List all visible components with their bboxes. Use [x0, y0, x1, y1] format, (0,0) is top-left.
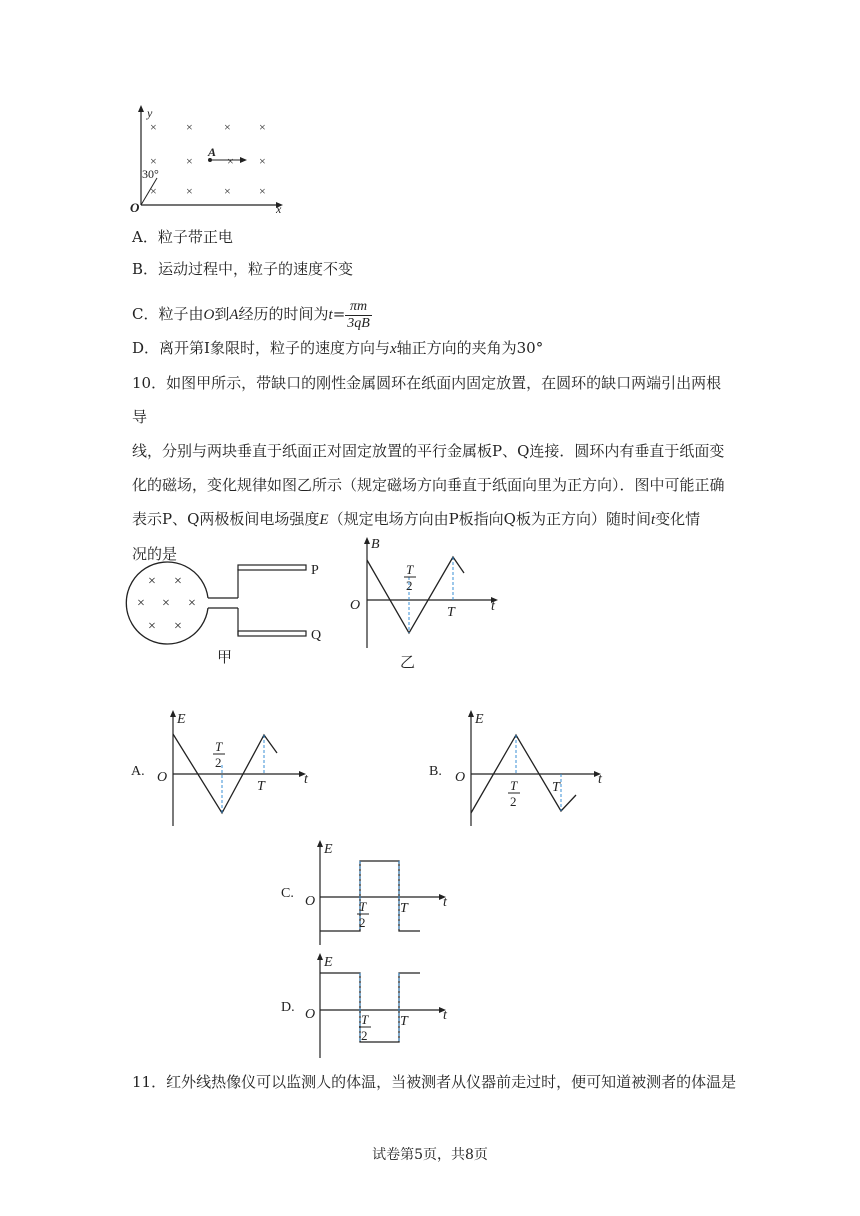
- caption-yi: 乙: [400, 653, 416, 671]
- svg-text:2: 2: [361, 1028, 368, 1043]
- svg-text:2: 2: [406, 578, 413, 593]
- q9-option-b: B．运动过程中，粒子的速度不变: [132, 260, 354, 278]
- point-a-label: A: [208, 145, 217, 159]
- q10-stem: 10．如图甲所示，带缺口的刚性金属圆环在纸面内固定放置，在圆环的缺口两端引出两根导 线，分别与两块垂直于纸面正对固定放置的平行金属板P、Q连接．圆环内有垂直于纸面变 化的磁场，变化规律如图乙所示（规定磁场方向垂直于纸面向里为正方向）．图中可能正确 表示P、Q两极板间电场强度E（规定电场方向由P板指向Q板为正方向）随时间t变化情 况的是: [132, 374, 725, 563]
- svg-text:E: E: [324, 955, 333, 970]
- angle-label: 30°: [142, 167, 159, 181]
- svg-text:×: ×: [148, 574, 156, 589]
- svg-text:×: ×: [137, 596, 145, 611]
- svg-text:T: T: [400, 1014, 408, 1029]
- option-b-label: B.: [429, 764, 442, 779]
- option-d-graph[interactable]: [278, 948, 458, 1063]
- svg-text:T: T: [257, 779, 265, 794]
- svg-text:×: ×: [150, 154, 157, 168]
- svg-text:×: ×: [162, 596, 170, 611]
- q9-option-a: A．粒子带正电: [132, 228, 233, 246]
- svg-text:t: t: [304, 772, 308, 787]
- svg-text:×: ×: [259, 120, 266, 134]
- svg-text:E: E: [324, 842, 333, 857]
- svg-text:T: T: [359, 899, 367, 914]
- option-b-graph[interactable]: [426, 705, 611, 830]
- svg-text:O: O: [455, 770, 466, 785]
- svg-text:×: ×: [259, 184, 266, 198]
- svg-text:t: t: [443, 1008, 447, 1023]
- svg-text:×: ×: [227, 154, 234, 168]
- q9-option-c: C．粒子由O到A经历的时间为t= $\frac{\pi m}{3qB}$: [132, 298, 370, 331]
- svg-text:T: T: [406, 562, 414, 577]
- svg-text:2: 2: [215, 755, 222, 770]
- field-crosses: [150, 120, 266, 198]
- y-axis-label: y: [147, 106, 153, 120]
- axis-t-label: t: [491, 599, 495, 614]
- svg-text:t: t: [443, 895, 447, 910]
- svg-text:×: ×: [224, 184, 231, 198]
- svg-text:×: ×: [259, 154, 266, 168]
- svg-text:O: O: [157, 770, 168, 785]
- svg-text:E: E: [475, 712, 484, 727]
- plate-p-label: P: [311, 563, 319, 578]
- svg-text:×: ×: [186, 120, 193, 134]
- figure-yi: [340, 530, 510, 675]
- svg-text:×: ×: [224, 120, 231, 134]
- svg-text:×: ×: [186, 184, 193, 198]
- origin-label: O: [350, 598, 361, 613]
- svg-text:×: ×: [188, 596, 196, 611]
- q9-field-figure: [128, 100, 288, 215]
- caption-jia: 甲: [217, 648, 233, 666]
- svg-text:T: T: [400, 901, 408, 916]
- svg-text:×: ×: [150, 120, 157, 134]
- svg-text:×: ×: [174, 574, 182, 589]
- svg-text:T: T: [552, 780, 560, 795]
- axis-b-label: B: [371, 537, 380, 552]
- option-d-label: D.: [281, 1000, 295, 1015]
- svg-text:×: ×: [150, 184, 157, 198]
- period-t-label: T: [447, 605, 455, 620]
- option-a-graph[interactable]: [128, 705, 313, 830]
- page-footer: 试卷第5页，共8页: [372, 1147, 488, 1163]
- svg-text:E: E: [177, 712, 186, 727]
- svg-text:T: T: [510, 778, 518, 793]
- ring-field-crosses: [137, 574, 196, 634]
- svg-text:2: 2: [510, 794, 517, 809]
- svg-text:×: ×: [186, 154, 193, 168]
- x-axis-label: x: [276, 202, 282, 216]
- origin-label: O: [130, 200, 140, 215]
- option-c-label: C.: [281, 886, 294, 901]
- plate-q-label: Q: [311, 628, 322, 643]
- time-fraction: $\frac{\pi m}{3qB}$: [347, 298, 370, 331]
- q9-option-d: D．离开第Ⅰ象限时，粒子的速度方向与x轴正方向的夹角为30°: [132, 339, 544, 357]
- svg-text:2: 2: [359, 915, 366, 930]
- svg-text:O: O: [305, 894, 316, 909]
- option-c-graph[interactable]: [278, 835, 458, 955]
- figure-jia: [128, 555, 333, 670]
- q11-stem: 11．红外线热像仪可以监测人的体温，当被测者从仪器前走过时，便可知道被测者的体温是: [132, 1073, 737, 1091]
- svg-text:T: T: [215, 739, 223, 754]
- svg-text:O: O: [305, 1007, 316, 1022]
- svg-text:×: ×: [174, 619, 182, 634]
- svg-text:×: ×: [148, 619, 156, 634]
- svg-text:t: t: [598, 772, 602, 787]
- svg-text:T: T: [361, 1012, 369, 1027]
- option-a-label: A.: [131, 764, 145, 779]
